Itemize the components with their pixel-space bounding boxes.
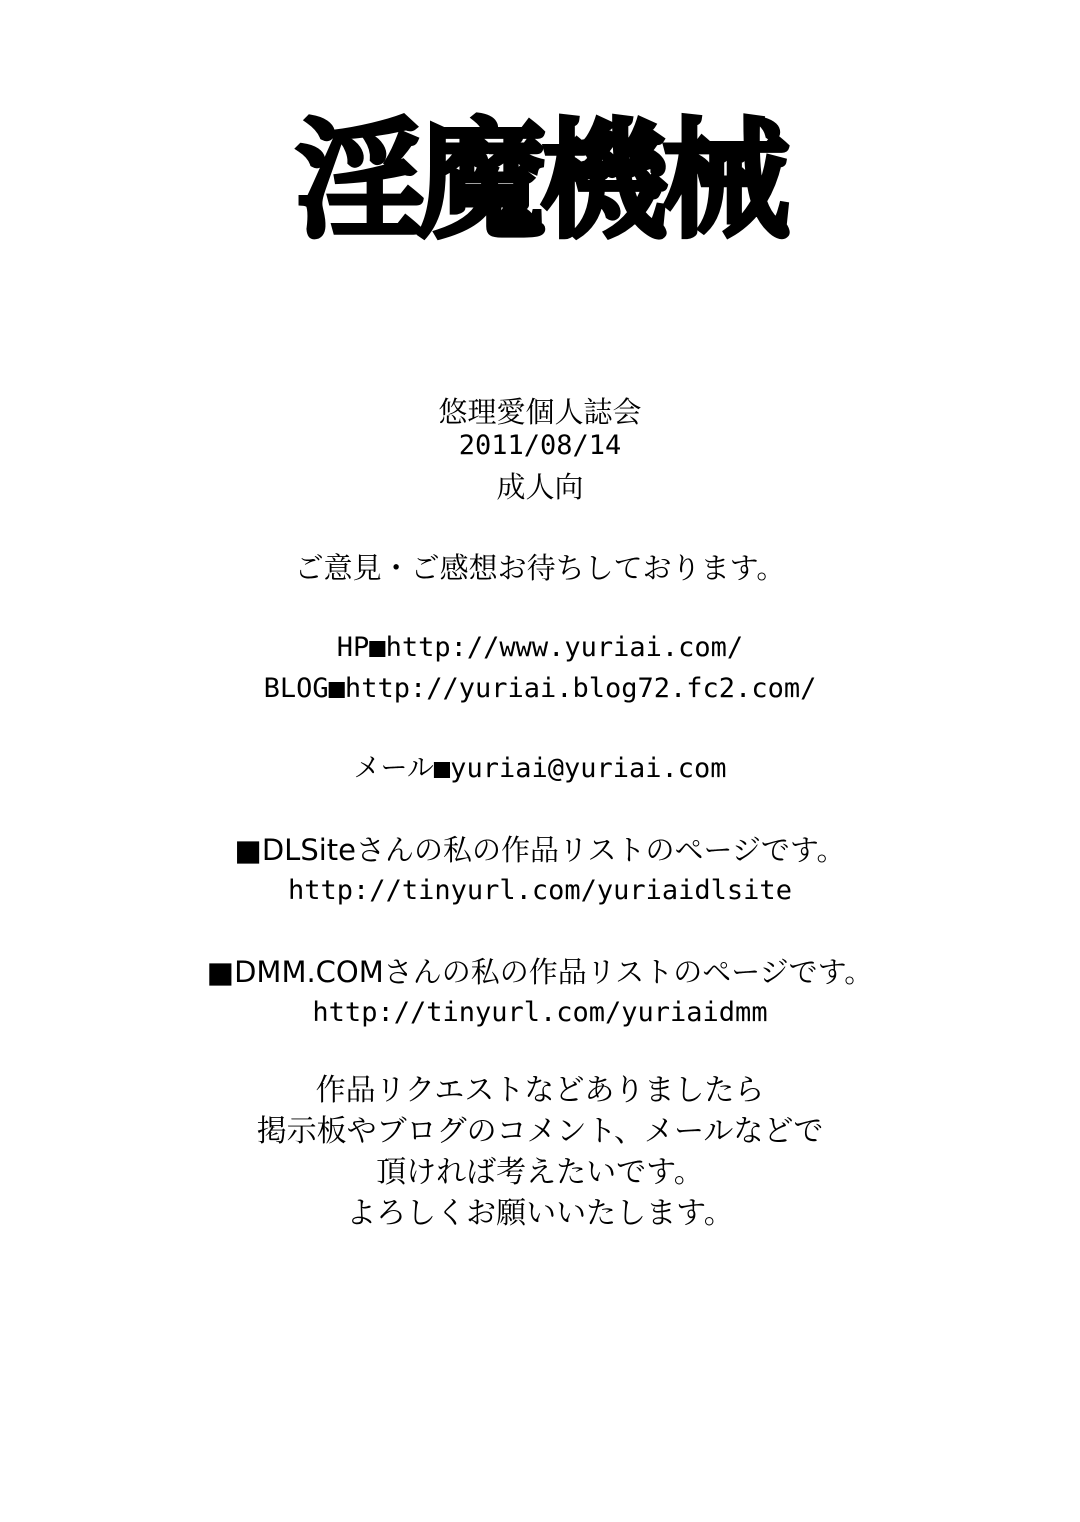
- dlsite-label: ■DLSiteさんの私の作品リストのページです。: [234, 833, 846, 867]
- homepage-link[interactable]: HP■http://www.yuriai.com/: [336, 632, 744, 663]
- request-line-3: 頂ければ考えたいです。: [376, 1155, 704, 1190]
- email-link[interactable]: メール■yuriai@yuriai.com: [353, 753, 727, 784]
- request-message: [0, 1070, 1080, 1234]
- request-line-4: よろしくお願いいたします。: [346, 1196, 734, 1231]
- dlsite-link[interactable]: http://tinyurl.com/yuriaidlsite: [288, 875, 792, 906]
- blog-link[interactable]: BLOG■http://yuriai.blog72.fc2.com/: [263, 673, 817, 704]
- dmm-label: ■DMM.COMさんの私の作品リストのページです。: [206, 955, 874, 989]
- request-line-1: 作品リクエストなどありましたら: [315, 1073, 765, 1108]
- circle-name: 悠理愛個人誌会: [438, 395, 642, 429]
- request-line-2: 掲示板やブログのコメント、メールなどで: [256, 1114, 824, 1149]
- book-title: 淫魔機械: [295, 107, 784, 256]
- dmm-link[interactable]: http://tinyurl.com/yuriaidmm: [312, 997, 768, 1028]
- rating-label: 成人向: [496, 470, 584, 504]
- release-date: 2011/08/14: [458, 430, 622, 461]
- feedback-message: ご意見・ご感想お待ちしております。: [294, 551, 786, 585]
